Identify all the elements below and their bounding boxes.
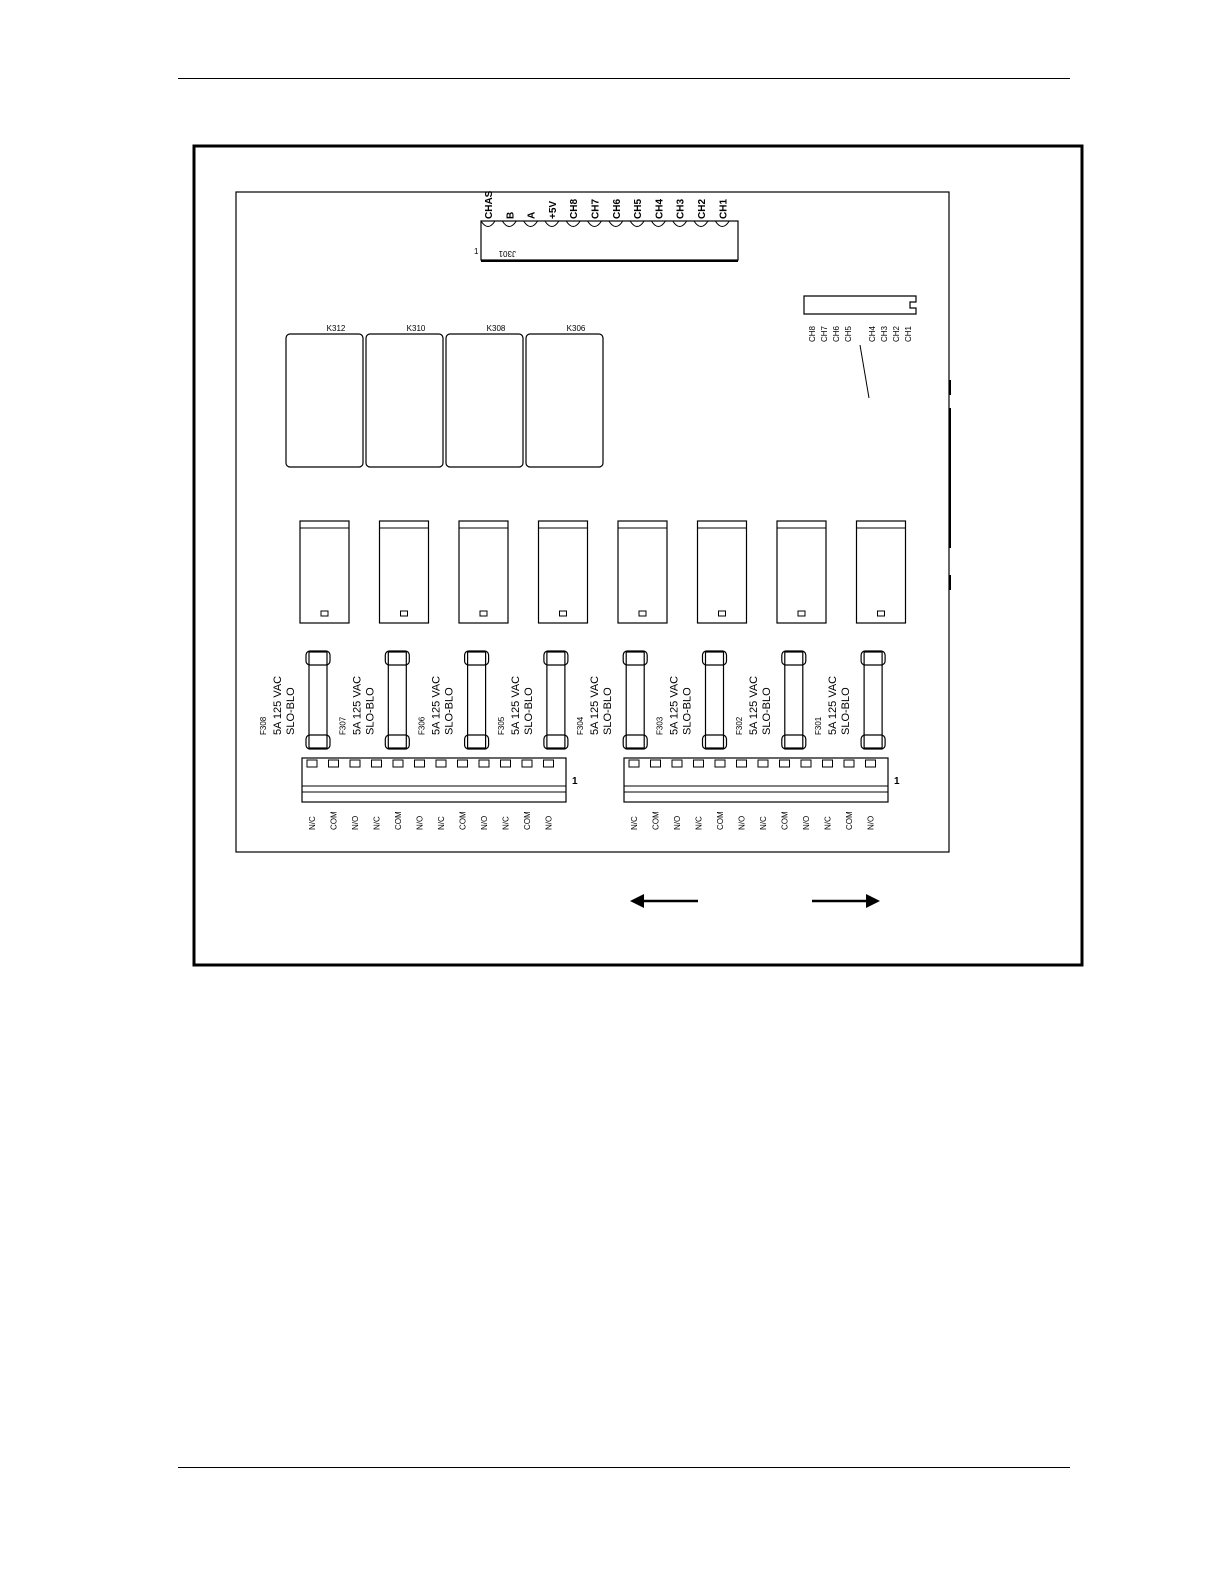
- fuse-clip: [306, 735, 330, 749]
- fuse-rating: 5A 125 VAC: [827, 675, 840, 735]
- side-connector-label: CH6: [832, 325, 841, 342]
- terminal-screw: [350, 760, 360, 767]
- terminal-block: [302, 758, 578, 830]
- fuse-rating: 5A 125 VAC: [272, 675, 284, 735]
- side-connector-label: CH1: [904, 325, 913, 342]
- terminal-screw: [393, 760, 403, 767]
- opto-module: [777, 521, 826, 623]
- terminal-label: N/C: [372, 816, 382, 830]
- terminal-block-body: [624, 758, 888, 802]
- terminal-screw: [501, 760, 511, 767]
- fuse-ref: F305: [496, 716, 506, 735]
- fuse-clip: [385, 735, 409, 749]
- connector-pin: [694, 221, 708, 227]
- terminal-label: COM: [716, 811, 725, 830]
- terminal-label: COM: [458, 811, 468, 830]
- connector-pin: [502, 221, 516, 227]
- fuse-body: [706, 652, 724, 748]
- opto-module: [857, 521, 906, 623]
- relay-label: K312: [326, 324, 346, 333]
- terminal-screw: [629, 760, 639, 767]
- terminal-screw: [737, 760, 747, 767]
- connector-pin-label: CH6: [611, 198, 623, 219]
- connector-pin-label: CH2: [697, 198, 708, 219]
- board-outline: [236, 192, 949, 852]
- relay-body: [286, 334, 363, 467]
- connector-pin-label: CH1: [718, 198, 730, 219]
- fuse-type: SLO-BLO: [443, 687, 456, 735]
- connector-pin-label: CH7: [590, 198, 602, 219]
- fuse: [576, 651, 647, 749]
- terminal-label: N/C: [823, 816, 833, 830]
- fuse-body: [468, 652, 486, 748]
- connector-pin: [566, 221, 580, 227]
- fuse-body: [309, 652, 327, 748]
- side-connector-leader: [860, 345, 869, 398]
- fuse-body: [626, 652, 644, 748]
- fuse-rating: 5A 125 VAC: [351, 675, 364, 735]
- connector-pin-label: +5V: [547, 200, 559, 219]
- opto-module: [698, 521, 747, 623]
- terminal-label: N/C: [694, 816, 704, 830]
- connector-pin-label: A: [526, 211, 538, 219]
- connector-pin: [609, 221, 623, 227]
- connector-pin: [588, 221, 602, 227]
- fuse-clip: [306, 651, 330, 665]
- terminal-label: N/O: [866, 815, 876, 830]
- connector-pin-label: CH3: [675, 198, 687, 219]
- terminal-screw: [715, 760, 725, 767]
- fuse: [656, 651, 727, 749]
- fuse-type: SLO-BLO: [285, 687, 297, 735]
- connector-pin-label: CHAS: [484, 190, 495, 219]
- terminal-screw: [780, 760, 790, 767]
- fuse-ref: F302: [734, 716, 744, 735]
- relay-body: [366, 334, 443, 467]
- fuse-ref: F308: [259, 716, 268, 735]
- terminal-screw: [651, 760, 661, 767]
- terminal-screw: [844, 760, 854, 767]
- terminal-block-row: [302, 758, 900, 830]
- terminal-label: N/O: [802, 815, 811, 830]
- side-connector-label: CH7: [820, 325, 829, 342]
- opto-module: [459, 521, 508, 623]
- fuse-row: [259, 651, 885, 749]
- fuse-type: SLO-BLO: [760, 687, 773, 735]
- terminal-label: N/C: [437, 816, 446, 830]
- connector-pin-label: CH5: [633, 198, 645, 219]
- fuse-type: SLO-BLO: [840, 687, 853, 735]
- fuse-rating: 5A 125 VAC: [668, 675, 681, 735]
- side-connector-label: CH3: [880, 325, 889, 342]
- opto-module-body: [300, 521, 349, 623]
- terminal-label: N/C: [308, 816, 317, 830]
- terminal-screw: [479, 760, 489, 767]
- fuse-clip: [465, 651, 489, 665]
- terminal-screw: [458, 760, 468, 767]
- fuse-rating: 5A 125 VAC: [509, 675, 522, 735]
- terminal-block: [624, 758, 900, 830]
- relay: [526, 324, 603, 467]
- opto-module: [300, 521, 349, 623]
- side-connector-label: CH2: [892, 325, 901, 342]
- terminal-screw: [801, 760, 811, 767]
- terminal-label: N/O: [351, 815, 360, 830]
- connector-pin: [545, 221, 559, 227]
- opto-module-row: [300, 521, 906, 623]
- fuse: [497, 651, 568, 749]
- terminal-block-pin1-label: 1: [572, 776, 578, 787]
- opto-module: [380, 521, 429, 623]
- fuse: [418, 651, 489, 749]
- terminal-screw: [758, 760, 768, 767]
- opto-module: [539, 521, 588, 623]
- connector-pin: [651, 221, 665, 227]
- terminal-label: COM: [394, 811, 403, 830]
- opto-module: [618, 521, 667, 623]
- fuse-type: SLO-BLO: [602, 687, 615, 735]
- fuse-type: SLO-BLO: [522, 687, 535, 735]
- terminal-screw: [329, 760, 339, 767]
- side-connector: [804, 296, 916, 398]
- terminal-label: N/O: [673, 815, 682, 830]
- connector-pin: [481, 221, 495, 227]
- fuse-ref: F301: [814, 716, 824, 735]
- opto-module-body: [698, 521, 747, 623]
- fuse-body: [388, 652, 406, 748]
- terminal-screw: [436, 760, 446, 767]
- top-connector: [474, 190, 738, 261]
- fuse-body: [785, 652, 803, 748]
- fuse-ref: F304: [576, 716, 586, 735]
- fuse-body: [864, 652, 882, 748]
- arrow-right-icon: [812, 894, 880, 908]
- fuse-rating: 5A 125 VAC: [747, 675, 760, 735]
- opto-module-body: [539, 521, 588, 623]
- opto-module-body: [380, 521, 429, 623]
- connector-pin-label: CH4: [654, 198, 666, 219]
- fuse-clip: [385, 651, 409, 665]
- terminal-label: N/C: [501, 816, 511, 830]
- fuse-body: [547, 652, 565, 748]
- terminal-label: COM: [651, 811, 661, 830]
- terminal-screw: [522, 760, 532, 767]
- fuse: [814, 651, 885, 749]
- relay-body: [446, 334, 523, 467]
- relay: [366, 324, 443, 467]
- connector-pins: [481, 221, 729, 227]
- terminal-label: N/O: [737, 815, 747, 830]
- opto-module-body: [857, 521, 906, 623]
- arrow-left-icon: [630, 894, 698, 908]
- terminal-screw: [694, 760, 704, 767]
- terminal-label: N/O: [480, 815, 489, 830]
- opto-module-body: [618, 521, 667, 623]
- fuse-rating: 5A 125 VAC: [430, 675, 443, 735]
- side-connector-label: CH5: [844, 325, 853, 342]
- opto-module-body: [777, 521, 826, 623]
- terminal-screw: [415, 760, 425, 767]
- terminal-screw: [372, 760, 382, 767]
- terminal-label: N/O: [415, 815, 425, 830]
- fuse-rating: 5A 125 VAC: [589, 675, 602, 735]
- connector-pin-label: CH8: [569, 198, 581, 219]
- connector-pin: [715, 221, 729, 227]
- fuse: [735, 651, 806, 749]
- terminal-screw: [307, 760, 317, 767]
- opto-module-body: [459, 521, 508, 623]
- terminal-label: N/C: [759, 816, 768, 830]
- terminal-label: N/O: [544, 815, 554, 830]
- terminal-label: COM: [523, 811, 532, 830]
- terminal-screw: [672, 760, 682, 767]
- relay: [286, 324, 363, 467]
- fuse: [338, 651, 409, 749]
- connector-pin: [524, 221, 538, 227]
- relay-label: K306: [566, 324, 586, 333]
- terminal-screw: [544, 760, 554, 767]
- relay-group: [286, 324, 603, 467]
- fuse-type: SLO-BLO: [681, 687, 694, 735]
- connector-pin-label: B: [505, 211, 517, 219]
- connector-pin: [673, 221, 687, 227]
- fuse-clip: [465, 735, 489, 749]
- side-connector-body: [804, 296, 916, 314]
- fuse: [259, 651, 330, 749]
- relay-body: [526, 334, 603, 467]
- relay-label: K310: [406, 324, 426, 333]
- terminal-label: COM: [845, 811, 854, 830]
- terminal-block-pin1-label: 1: [894, 776, 900, 787]
- terminal-label: COM: [780, 811, 790, 830]
- side-connector-label: CH8: [808, 325, 817, 342]
- terminal-block-body: [302, 758, 566, 802]
- terminal-label: N/C: [630, 816, 639, 830]
- fuse-ref: F306: [417, 716, 427, 735]
- terminal-screw: [823, 760, 833, 767]
- connector-pin: [630, 221, 644, 227]
- connector-body: [481, 221, 738, 260]
- connector-designator: J301: [498, 249, 516, 258]
- relay: [446, 324, 523, 467]
- fuse-type: SLO-BLO: [364, 687, 377, 735]
- fuse-ref: F307: [338, 716, 348, 735]
- connector-pin1-label: 1: [474, 247, 479, 256]
- terminal-label: COM: [329, 811, 339, 830]
- relay-label: K308: [486, 324, 506, 333]
- fuse-ref: F303: [655, 716, 665, 735]
- terminal-screw: [866, 760, 876, 767]
- side-connector-label: CH4: [868, 325, 877, 342]
